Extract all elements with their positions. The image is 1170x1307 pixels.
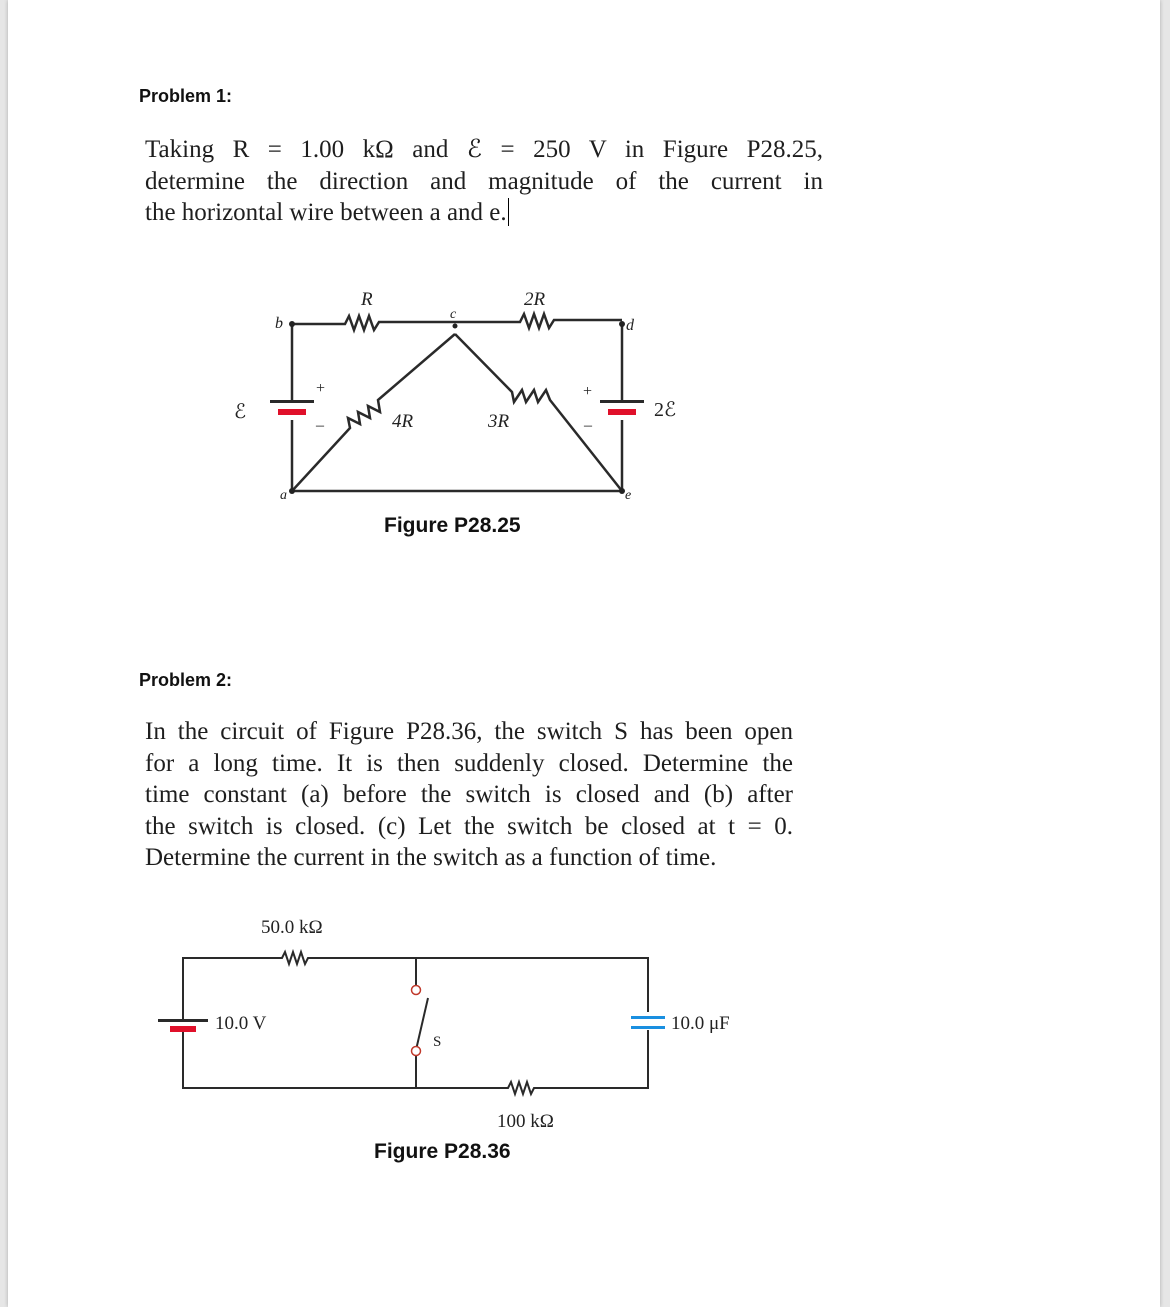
battery-label: 10.0 V [215, 1013, 267, 1034]
problem-1-heading: Problem 1: [139, 86, 233, 106]
node-label-e: e [625, 488, 632, 503]
node-label-c: c [450, 307, 457, 322]
problem-1-line: determine the direction and magnitude of the current in [145, 167, 823, 195]
emf-label-right: 2ℰ [654, 399, 677, 421]
resistor-label-r: R [361, 289, 373, 310]
resistor-label-3r: 3R [488, 411, 510, 432]
polarity-minus-right: – [584, 417, 592, 434]
node-label-b: b [275, 315, 283, 332]
capacitor-label: 10.0 μF [671, 1013, 730, 1034]
resistor-label-50k: 50.0 kΩ [261, 917, 323, 938]
emf-label-left: ℰ [234, 401, 247, 423]
figure-caption-p28-36: Figure P28.36 [374, 1140, 511, 1163]
node-label-d: d [626, 317, 634, 334]
problem-2-line: for a long time. It is then suddenly closed. Determine the [145, 749, 793, 777]
problem-2-line: In the circuit of Figure P28.36, the switch S has been open [145, 718, 793, 745]
resistor-label-4r: 4R [392, 411, 414, 432]
problem-2-heading: Problem 2: [139, 670, 233, 690]
switch-label: S [433, 1034, 442, 1050]
problem-1-line: the horizontal wire between a and e. [145, 197, 823, 229]
problem-1-line: Taking R = 1.00 kΩ and ℰ = 250 V in Figure P28.25, [145, 136, 823, 163]
problem-2-line: the switch is closed. (c) Let the switch be closed at t = 0. [145, 812, 793, 840]
resistor-label-2r: 2R [524, 289, 546, 310]
node-label-a: a [280, 488, 287, 503]
problem-2-line: Determine the current in the switch as a function of time. [145, 844, 717, 871]
figure-caption-p28-25: Figure P28.25 [384, 514, 521, 537]
polarity-plus-right: + [583, 383, 593, 400]
polarity-minus-left: – [316, 417, 324, 434]
resistor-label-100k: 100 kΩ [497, 1111, 554, 1132]
polarity-plus-left: + [316, 380, 326, 397]
problem-2-line: time constant (a) before the switch is closed and (b) after [145, 781, 793, 808]
